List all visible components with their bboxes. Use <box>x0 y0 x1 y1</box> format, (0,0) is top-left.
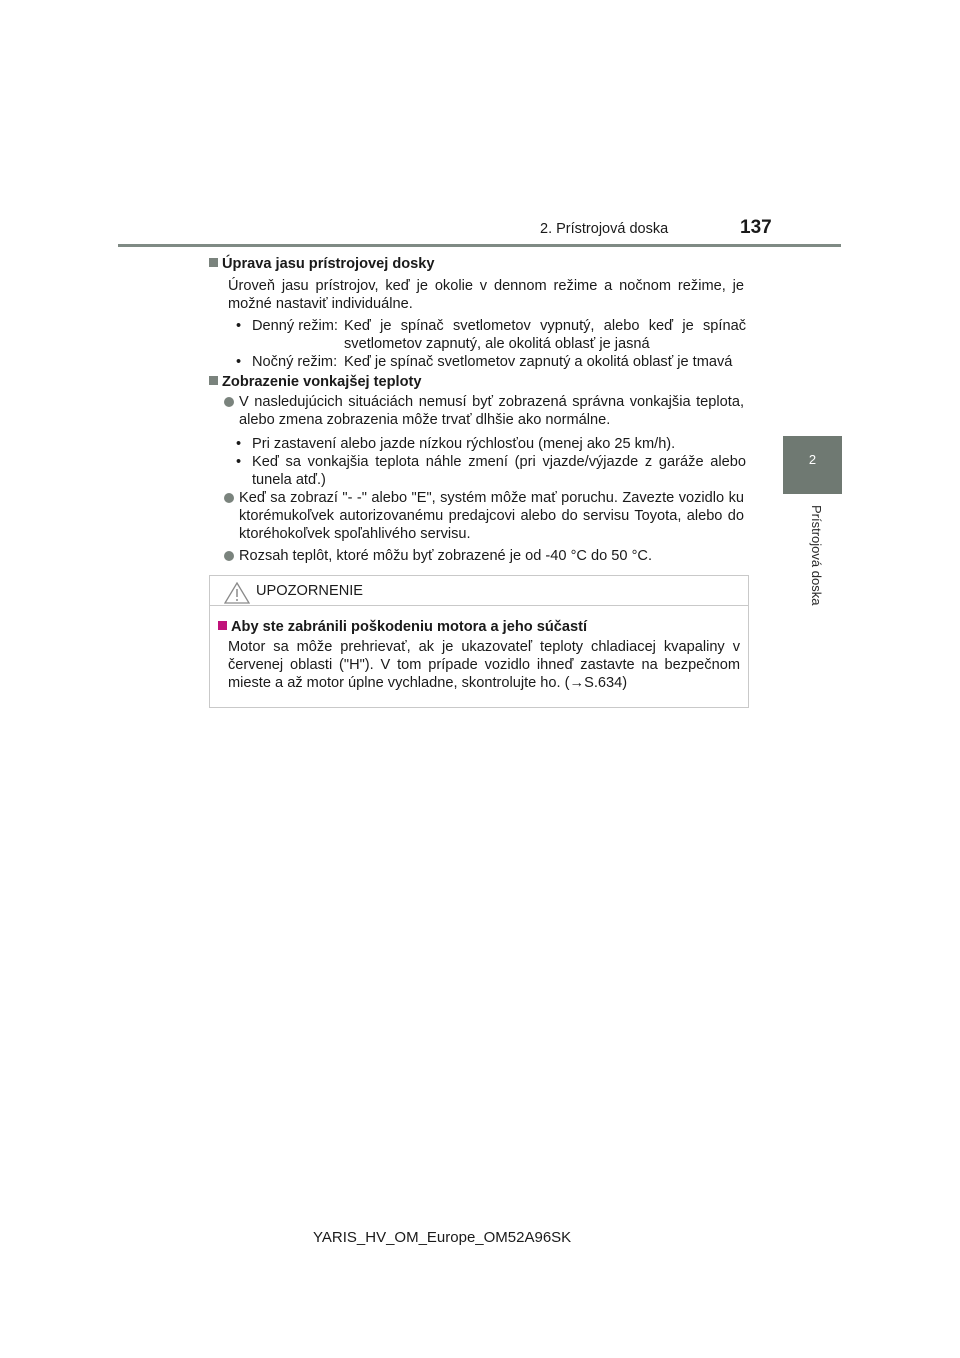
situation-text: Pri zastavení alebo jazde nízkou rýchlosťou (menej ako 25 km/h). <box>252 436 676 452</box>
outside-temp-heading-text: Zobrazenie vonkajšej teploty <box>222 374 422 390</box>
header-divider <box>118 244 841 247</box>
brightness-heading <box>209 256 435 272</box>
bullet-dot-icon: • <box>236 318 242 334</box>
chapter-tab-label: Prístrojová doska <box>809 505 824 606</box>
brightness-intro: Úroveň jasu prístrojov, keď je okolie v dennom režime a nočnom režime, je možné nastaviť individuálne. <box>228 278 744 312</box>
circle-bullet-icon <box>224 397 234 407</box>
mode-label: Nočný režim: <box>252 354 338 370</box>
bullet-dot-icon: • <box>236 454 242 470</box>
bullet-dot-icon: • <box>236 354 242 370</box>
section-square-icon <box>209 258 218 267</box>
situation-text: Keď sa vonkajšia teplota náhle zmení (pri vjazde/výjazde z garáže alebo tunela atď.) <box>252 454 746 488</box>
warning-title: UPOZORNENIE <box>256 583 364 599</box>
bullet-dot-icon: • <box>236 436 242 452</box>
outside-temp-item-3-text: Rozsah teplôt, ktoré môžu byť zobrazené je od -40 °C do 50 °C. <box>239 548 653 564</box>
section-square-icon <box>209 376 218 385</box>
circle-bullet-icon <box>224 551 234 561</box>
mode-text: Keď je spínač svetlometov vypnutý, alebo keď je spínač svetlometov zapnutý, ale okolitá oblasť je jasná <box>344 318 746 352</box>
outside-temp-item-3 <box>239 547 744 565</box>
outside-temp-item-1 <box>239 393 744 429</box>
header-section-title: 2. Prístrojová doska <box>540 221 669 237</box>
section-square-icon <box>218 621 227 630</box>
page-number: 137 <box>740 217 772 238</box>
warning-box <box>209 575 749 708</box>
chapter-tab-number: 2 <box>808 452 817 467</box>
mode-text: Keď je spínač svetlometov zapnutý a okolitá oblasť je tmavá <box>344 354 733 370</box>
warning-subheading <box>218 619 587 635</box>
outside-temp-item-1-text: V nasledujúcich situáciách nemusí byť zobrazená správna vonkajšia teplota, alebo zmena zobrazenia môže trvať dlhšie ako normálne. <box>239 394 744 428</box>
outside-temp-item-2-text: Keď sa zobrazí "- -" alebo "E", systém môže mať poruchu. Zavezte vozidlo ku ktorémukoľvek autorizovanému predajcovi alebo do servisu Toyota, alebo do ktoréhokoľvek spoľahlivého servisu. <box>239 490 744 542</box>
mode-label: Denný režim: <box>252 318 338 334</box>
brightness-heading-text: Úprava jasu prístrojovej dosky <box>222 256 435 272</box>
warning-text: Motor sa môže prehrievať, ak je ukazovateľ teploty chladiacej kvapaliny v červenej oblasti ("H"). V tom prípade vozidlo ihneď zastavte na bezpečnom mieste a až motor úplne vychladne, skontrolujte ho. (→S.634) <box>228 639 740 691</box>
outside-temp-heading <box>209 374 422 390</box>
document-code: YARIS_HV_OM_Europe_OM52A96SK <box>313 1229 572 1246</box>
warning-subheading-text: Aby ste zabránili poškodeniu motora a jeho súčastí <box>231 619 588 635</box>
circle-bullet-icon <box>224 493 234 503</box>
outside-temp-item-2 <box>239 489 744 543</box>
warning-divider <box>210 605 748 606</box>
